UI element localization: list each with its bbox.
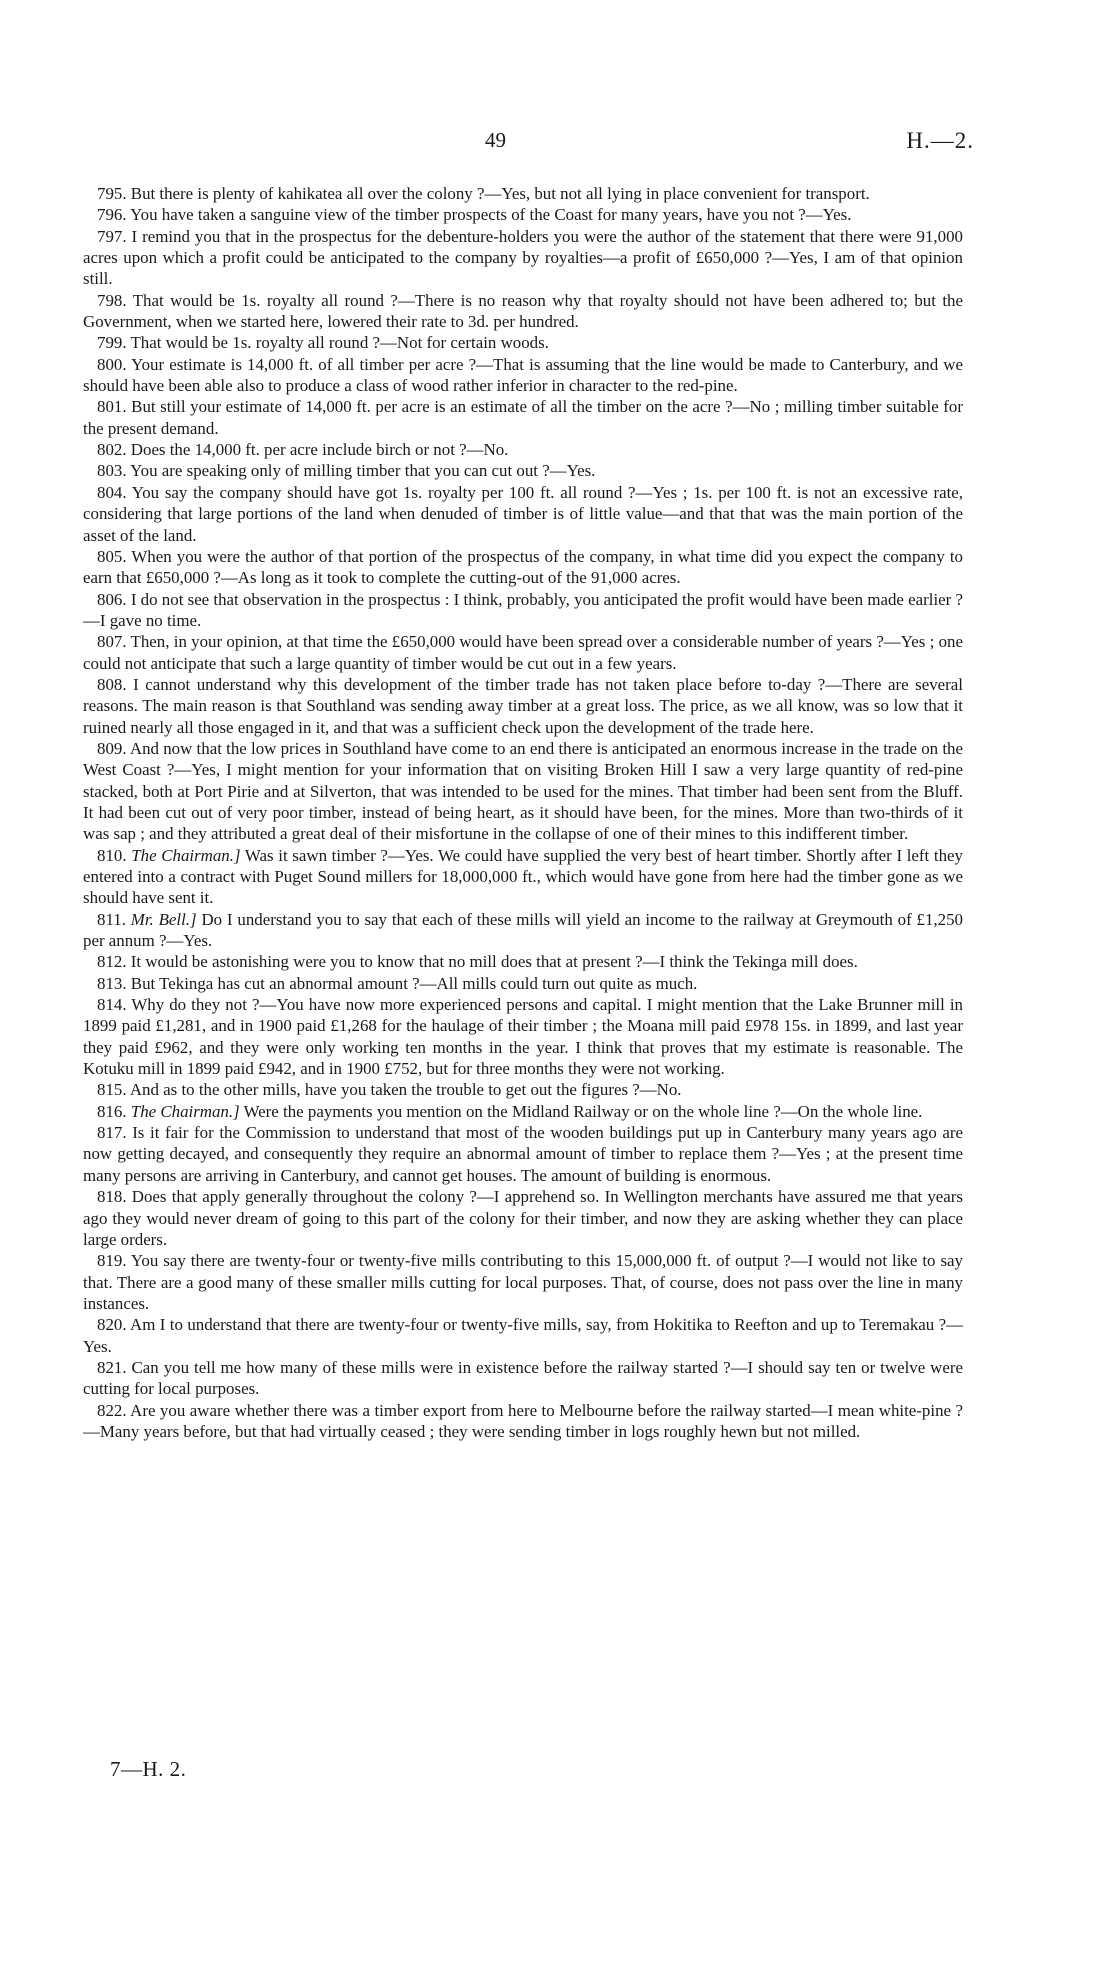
question-paragraph [83, 1186, 963, 1250]
question-number: 803. [97, 461, 127, 481]
question-paragraph [83, 631, 963, 674]
question-paragraph [83, 589, 963, 632]
question-paragraph [83, 973, 963, 994]
question-paragraph [83, 1314, 963, 1357]
question-paragraph [83, 290, 963, 333]
question-number: 817. [97, 1123, 127, 1143]
question-and-answer-text: You have taken a sanguine view of the timber prospects of the Coast for many years, have you not ?—Yes. [130, 205, 852, 225]
question-and-answer-text: But there is plenty of kahikatea all over the colony ?—Yes, but not all lying in place convenient for transport. [130, 184, 870, 203]
question-paragraph [83, 951, 963, 972]
question-number: 812. [97, 952, 127, 972]
question-and-answer-text: But Tekinga has cut an abnormal amount ?—All mills could turn out quite as much. [130, 973, 698, 993]
printer-signature: 7—H. 2. [110, 1757, 187, 1781]
page-number: 49 [485, 128, 506, 152]
question-number: 802. [97, 440, 127, 460]
question-paragraph [83, 396, 963, 439]
question-and-answer-text: But still your estimate of 14,000 ft. per acre is an estimate of all the timber on the acre ?—No ; milling timber suitable for the present demand. [83, 397, 963, 438]
question-and-answer-text: And as to the other mills, have you taken the trouble to get out the figures ?—No. [129, 1080, 682, 1100]
question-and-answer-text: Your estimate is 14,000 ft. of all timber per acre ?—That is assuming that the line would be made to Canterbury, and we should have been able also to produce a class of wood rather inferior in character to the red-pine. [83, 354, 963, 396]
question-number: 818. [97, 1187, 127, 1207]
question-number: 808. [97, 674, 127, 694]
question-number: 813. [97, 973, 127, 993]
question-paragraph [83, 1357, 963, 1400]
question-number: 819. [97, 1251, 127, 1271]
question-and-answer-text: I cannot understand why this development of the timber trade has not taken place before to-day ?—There are several reasons. The main reason is that Southland was sending away timber at a great loss. The price, as we all know, was so low that it ruined nearly all those engaged in it, and that was a sufficient check upon the development of the trade here. [83, 674, 963, 737]
question-number: 820. [97, 1315, 127, 1335]
question-paragraph [83, 204, 963, 225]
question-paragraph [83, 1101, 963, 1122]
question-paragraph [83, 738, 963, 845]
question-number: 816. [97, 1101, 127, 1121]
question-number: 815. [97, 1080, 127, 1100]
question-and-answer-text: Does the 14,000 ft. per acre include birch or not ?—No. [130, 440, 509, 460]
question-number: 814. [97, 995, 127, 1015]
question-and-answer-text: It would be astonishing were you to know that no mill does that at present ?—I think the Tekinga mill does. [130, 952, 858, 972]
question-and-answer-text: That would be 1s. royalty all round ?—Not for certain woods. [130, 333, 549, 353]
question-and-answer-text: I do not see that observation in the prospectus : I think, probably, you anticipated the profit would have been made earlier ?—I gave no time. [83, 589, 964, 630]
question-paragraph [83, 546, 963, 589]
question-and-answer-text: Do I understand you to say that each of these mills will yield an income to the railway at Greymouth of £1,250 per annum ?—Yes. [83, 909, 963, 951]
question-paragraph [83, 845, 963, 909]
question-number: 809. [97, 738, 127, 758]
question-number: 799. [97, 333, 127, 353]
question-and-answer-text: And now that the low prices in Southland have come to an end there is anticipated an enormous increase in the trade on the West Coast ?—Yes, I might mention for your information that on visiting Broken Hill I saw a very large quantity of red-pine stacked, both at Port Pirie and at Silverton, that was intended to be used for the mines. That timber had been sent from the Bluff. It had been cut out of very poor timber, instead of being heart, as it should have been, for the mines. More than two-thirds of it was sap ; and they attributed a great deal of their misfortune in the collapse of one of their mines to this indifferent timber. [83, 738, 963, 844]
question-number: 801. [97, 397, 127, 417]
question-and-answer-text: Then, in your opinion, at that time the £650,000 would have been spread over a considerable number of years ?—Yes ; one could not anticipate that such a large quantity of timber would be cut out in a few years. [83, 632, 964, 673]
question-paragraph [83, 460, 963, 481]
question-and-answer-text: Were the payments you mention on the Midland Railway or on the whole line ?—On the whole line. [243, 1101, 923, 1121]
speaker-label: Mr. Bell.] [130, 909, 197, 929]
question-and-answer-text: I remind you that in the prospectus for the debenture-holders you were the author of the statement that there were 91,000 acres upon which a profit could be anticipated to the company by royalties—a profit of £650,000 ?—Yes, I am of that opinion still. [83, 226, 963, 289]
question-paragraph [83, 439, 963, 460]
question-number: 795. [97, 184, 127, 203]
question-number: 811. [97, 909, 126, 929]
question-and-answer-text: Does that apply generally throughout the colony ?—I apprehend so. In Wellington merchants have assured me that years ago they would never dream of going to this part of the colony for their timber, and now they are asking whether they can place large orders. [83, 1187, 963, 1249]
question-and-answer-text: Am I to understand that there are twenty-four or twenty-five mills, say, from Hokitika to Reefton and up to Teremakau ?—Yes. [83, 1315, 963, 1356]
question-paragraph [83, 1079, 963, 1100]
question-and-answer-text: Why do they not ?—You have now more experienced persons and capital. I might mention that the Lake Brunner mill in 1899 paid £1,281, and in 1900 paid £1,268 for the haulage of their timber ; the Moana mill paid £978 15s. in 1899, and last year they paid £962, and they were only working ten months in the year. I think that proves that my estimate is reasonable. The Kotuku mill in 1899 paid £942, and in 1900 £752, but for three months they were not working. [83, 995, 964, 1079]
question-number: 822. [97, 1400, 127, 1420]
question-and-answer-text: Is it fair for the Commission to understand that most of the wooden buildings put up in Canterbury many years ago are now getting decayed, and consequently they require an abnormal amount of timber to replace them ?—Yes ; at the present time many persons are arriving in Canterbury, and cannot get houses. The amount of building is enormous. [83, 1123, 964, 1185]
question-paragraph [83, 909, 963, 952]
question-paragraph [83, 1400, 963, 1443]
question-number: 798. [97, 290, 127, 310]
question-paragraph [83, 994, 963, 1079]
question-number: 796. [97, 205, 127, 225]
question-and-answer-text: Are you aware whether there was a timber export from here to Melbourne before the railway started—I mean white-pine ?—Many years before, but that had virtually ceased ; they were sending timber in logs roughly hewn but not milled. [83, 1400, 963, 1441]
evidence-text [83, 183, 963, 1442]
question-paragraph [83, 674, 963, 738]
question-and-answer-text: You say the company should have got 1s. royalty per 100 ft. all round ?—Yes ; 1s. per 100 ft. is not an excessive rate, considering that large portions of the land when denuded of timber is of little value—and that that was the main portion of the asset of the land. [83, 482, 963, 545]
question-number: 800. [97, 354, 127, 374]
question-paragraph [83, 1122, 963, 1186]
question-paragraph [83, 354, 963, 397]
question-number: 807. [97, 632, 127, 652]
document-reference: H.—2. [906, 128, 974, 153]
question-paragraph [83, 226, 963, 290]
speaker-label: The Chairman.] [131, 845, 241, 865]
question-and-answer-text: You are speaking only of milling timber that you can cut out ?—Yes. [130, 461, 596, 481]
question-number: 805. [97, 546, 127, 566]
question-paragraph [83, 482, 963, 546]
question-paragraph [83, 1250, 963, 1314]
question-number: 797. [97, 226, 127, 246]
question-paragraph [83, 183, 963, 204]
question-paragraph [83, 332, 963, 353]
page-header [0, 128, 1114, 162]
question-and-answer-text: Was it sawn timber ?—Yes. We could have supplied the very best of heart timber. Shortly after I left they entered into a contract with Puget Sound millers for 18,000,000 ft., which would have gone from here had the timber gone as we should have sent it. [83, 845, 963, 908]
question-number: 810. [97, 845, 127, 865]
question-number: 804. [97, 482, 127, 502]
question-number: 821. [97, 1357, 127, 1377]
question-number: 806. [97, 589, 127, 609]
question-and-answer-text: When you were the author of that portion of the prospectus of the company, in what time did you expect the company to earn that £650,000 ?—As long as it took to complete the cutting-out of the 91,000 acres. [83, 546, 963, 588]
question-and-answer-text: That would be 1s. royalty all round ?—There is no reason why that royalty should not have been adhered to; but the Government, when we started here, lowered their rate to 3d. per hundred. [83, 290, 963, 332]
question-and-answer-text: Can you tell me how many of these mills were in existence before the railway started ?—I should say ten or twelve were cutting for local purposes. [83, 1357, 963, 1399]
speaker-label: The Chairman.] [130, 1101, 240, 1121]
question-and-answer-text: You say there are twenty-four or twenty-five mills contributing to this 15,000,000 ft. of output ?—I would not like to say that. There are a good many of these smaller mills cutting for local purposes. That, of course, does not pass over the line in many instances. [83, 1251, 963, 1313]
